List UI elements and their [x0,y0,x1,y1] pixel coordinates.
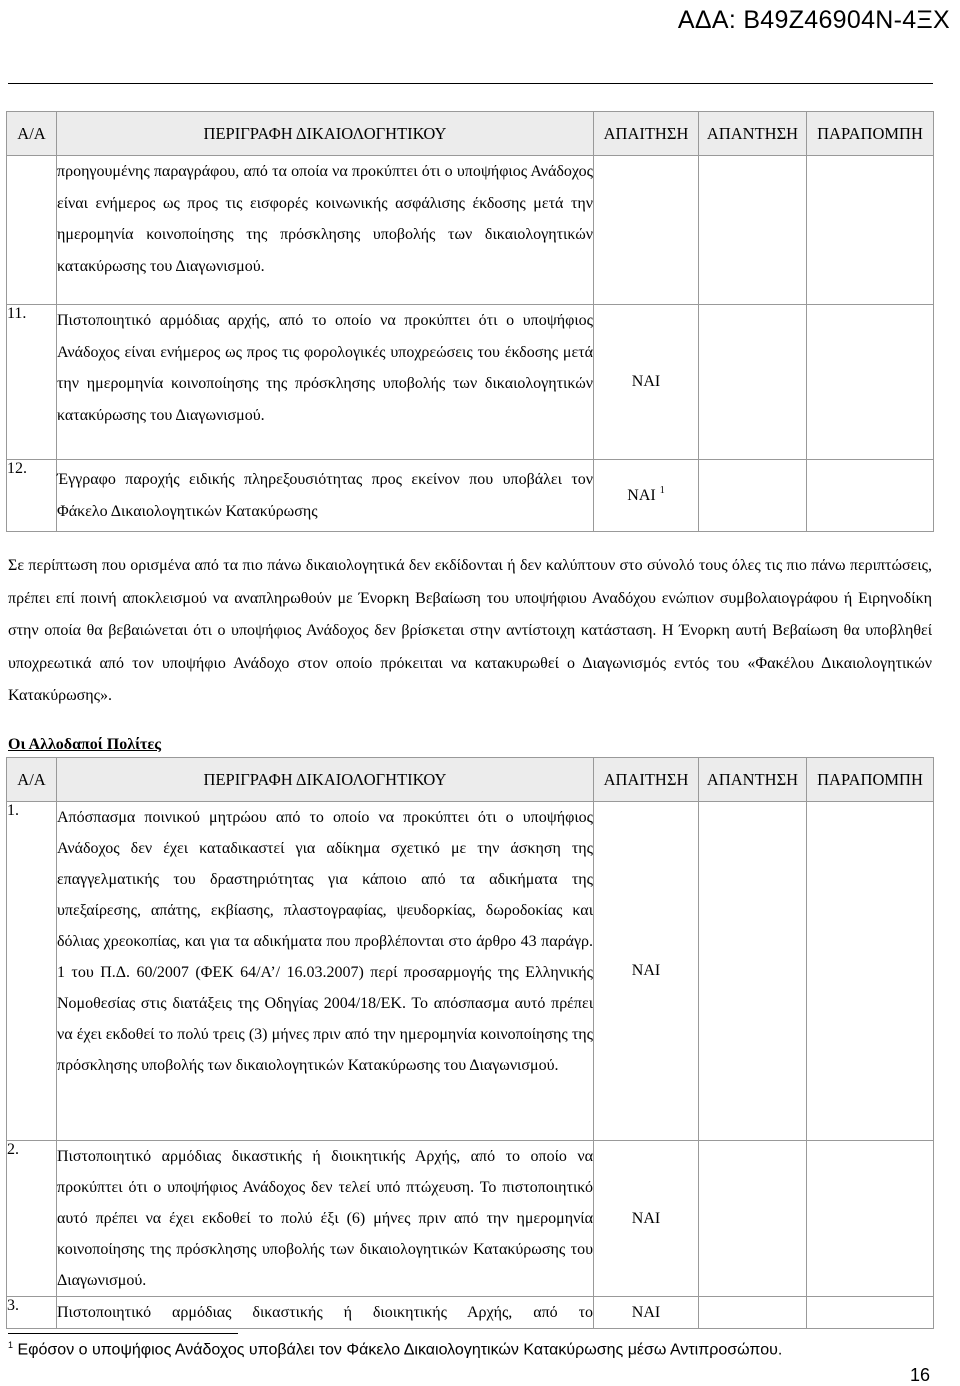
requirement-value: ΝΑΙ [627,486,656,504]
row-requirement [594,156,699,305]
row-description: Απόσπασμα ποινικού μητρώου από το οποίο να προκύπτει ότι ο υποψήφιος Ανάδοχος δεν έχει καταδικαστεί για αδίκημα σχετικό με την άσκηση της επαγγελματικής του δραστηριότητας για κάποιο από τα αδικήματα της υπεξαίρεσης, απάτης, εκβίασης, πλαστογραφίας, ψευδορκίας, δωροδοκίας και δόλιας χρεοκοπίας, και για τα αδικήματα που προβλέπονται στο άρθρο 43 παράγρ. 1 του Π.Δ. 60/2007 (ΦΕΚ 64/Α’/ 16.03.2007) περί προσαρμογής της Ελληνικής Νομοθεσίας στις διατάξεις της Οδηγίας 2004/18/ΕΚ. Το απόσπασμα αυτό πρέπει να έχει εκδοθεί το πολύ τρεις (3) μήνες πριν από την ημερομηνία κοινοποίησης της πρόσκλησης υποβολής των δικαιολογητικών Κατακύρωσης του Διαγωνισμού. [57,802,594,1141]
row-requirement: ΝΑΙ [594,1297,699,1329]
page-number: 16 [909,1365,930,1385]
table-row [7,156,934,305]
explanatory-paragraph: Σε περίπτωση που ορισμένα από τα πιο πάνω δικαιολογητικά δεν εκδίδονται ή δεν καλύπτουν στο σύνολό τους όλες τις πιο πάνω περιπτώσεις, πρέπει επί ποινή αποκλεισμού να αναπληρωθούν με Ένορκη Βεβαίωση του υποψήφιου Αναδόχου ενώπιον συμβολαιογράφου ή Ειρηνοδίκη στην οποία θα βεβαιώνεται ότι ο υποψήφιος Ανάδοχος δεν βρίσκεται στην αντίστοιχη κατάσταση. Η Ένορκη αυτή Βεβαίωση θα υποβληθεί υποχρεωτικά από τον υποψήφιο Ανάδοχο στον οποίο πρόκειται να κατακυρωθεί ο Διαγωνισμός εντός του «Φακέλου Δικαιολογητικών Κατακύρωσης». [8,557,932,704]
header-description: ΠΕΡΙΓΡΑΦΗ ΔΙΚΑΙΟΛΟΓΗΤΙΚΟΥ [57,758,594,802]
header-aa: Α/Α [7,758,57,802]
ada-code: ΑΔΑ: Β49Ζ46904Ν-4ΞΧ [677,6,950,34]
row-answer [699,305,807,460]
row-answer [699,156,807,305]
row-answer [699,1141,807,1297]
row-description: προηγουμένης παραγράφου, από τα οποία να προκύπτει ότι ο υποψήφιος Ανάδοχος είναι ενήμερος ως προς τις εισφορές κοινωνικής ασφάλισης έκδοσης μετά την ημερομηνία κοινοποίησης της πρόσκλησης υποβολής των δικαιολογητικών κατακύρωσης του Διαγωνισμού. [57,156,594,305]
header-reference: ΠΑΡΑΠΟΜΠΗ [807,758,934,802]
row-requirement [594,460,699,532]
row-description: Πιστοποιητικό αρμόδιας αρχής, από το οποίο να προκύπτει ότι ο υποψήφιος Ανάδοχος είναι ενήμερος ως προς τις φορολογικές υποχρεώσεις του έκδοσης μετά την ημερομηνία κοινοποίησης της πρόσκλησης υποβολής των δικαιολογητικών κατακύρωσης του Διαγωνισμού. [57,305,594,460]
row-number: 2. [7,1141,57,1297]
section-title: Οι Αλλοδαποί Πολίτες [8,736,161,753]
row-number [7,156,57,305]
header-requirement: ΑΠΑΙΤΗΣΗ [594,758,699,802]
table-row [7,802,934,1141]
table-row [7,460,934,532]
row-requirement: ΝΑΙ [594,305,699,460]
header-reference: ΠΑΡΑΠΟΜΠΗ [807,112,934,156]
row-description: Έγγραφο παροχής ειδικής πληρεξουσιότητας προς εκείνον που υποβάλει τον Φάκελο Δικαιολογητικών Κατακύρωσης [57,460,594,532]
row-reference [807,460,934,532]
header-answer: ΑΠΑΝΤΗΣΗ [699,758,807,802]
header-answer: ΑΠΑΝΤΗΣΗ [699,112,807,156]
table-row [7,1141,934,1297]
row-requirement: ΝΑΙ [594,1141,699,1297]
footnote [8,1340,782,1359]
row-number: 11. [7,305,57,460]
table-header-row [7,758,934,802]
row-reference [807,802,934,1141]
row-reference [807,156,934,305]
header-requirement: ΑΠΑΙΤΗΣΗ [594,112,699,156]
footnote-mark: 1 [8,1340,14,1350]
row-requirement: ΝΑΙ [594,802,699,1141]
row-answer [699,802,807,1141]
footnote-reference[interactable]: 1 [659,484,665,496]
row-answer [699,1297,807,1329]
row-reference [807,1297,934,1329]
row-description: Πιστοποιητικό αρμόδιας δικαστικής ή διοικητικής Αρχής, από το οποίο να προκύπτει ότι ο υποψήφιος Ανάδοχος δεν τελεί υπό πτώχευση. Το πιστοποιητικό αυτό πρέπει να έχει εκδοθεί το πολύ έξι (6) μήνες πριν από την ημερομηνία κοινοποίησης της πρόσκλησης υποβολής των δικαιολογητικών Κατακύρωσης του Διαγωνισμού. [57,1141,594,1297]
row-reference [807,305,934,460]
row-number: 3. [7,1297,57,1329]
table-header-row [7,112,934,156]
row-number: 12. [7,460,57,532]
documents-table-1 [6,111,934,532]
footnote-separator [8,1333,238,1334]
row-description: Πιστοποιητικό αρμόδιας δικαστικής ή διοικητικής Αρχής, από το [57,1297,594,1329]
documents-table-2 [6,757,934,1329]
table-row [7,1297,934,1329]
row-number: 1. [7,802,57,1141]
row-answer [699,460,807,532]
row-reference [807,1141,934,1297]
header-aa: Α/Α [7,112,57,156]
header-description: ΠΕΡΙΓΡΑΦΗ ΔΙΚΑΙΟΛΟΓΗΤΙΚΟΥ [57,112,594,156]
header-rule [8,83,933,84]
footnote-text: Εφόσον ο υποψήφιος Ανάδοχος υποβάλει τον Φάκελο Δικαιολογητικών Κατακύρωσης μέσω Αντιπροσώπου. [17,1341,783,1359]
table-row [7,305,934,460]
